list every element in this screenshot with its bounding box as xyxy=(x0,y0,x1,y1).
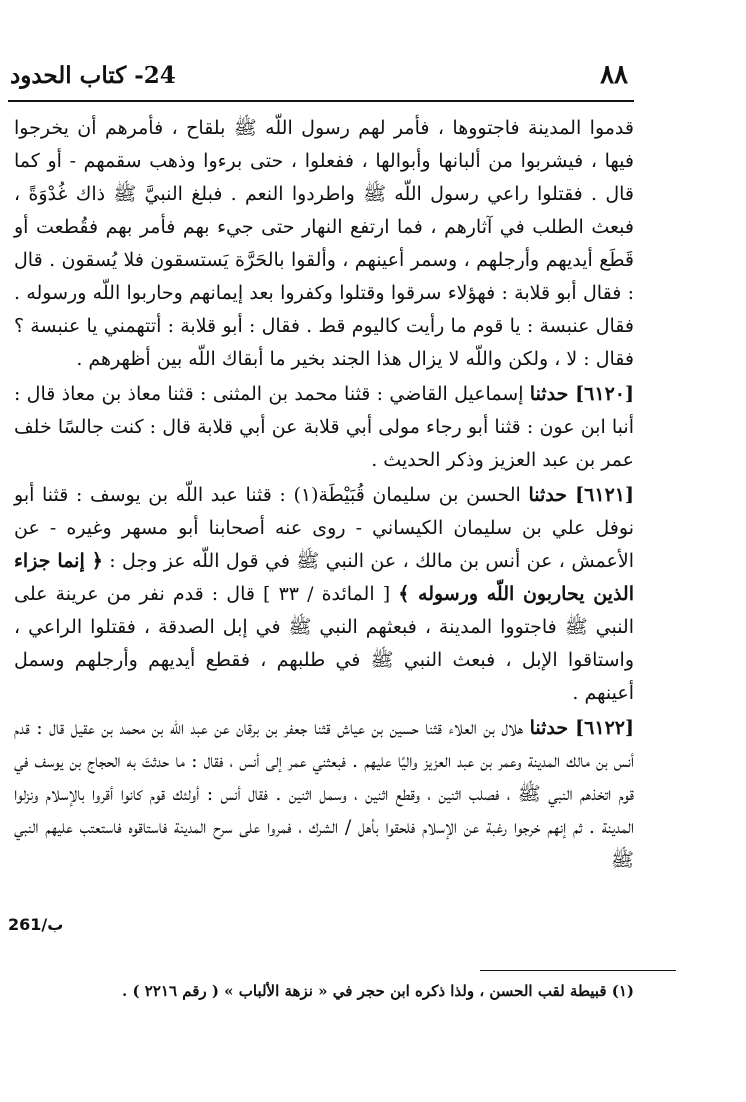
hadith-6120 xyxy=(14,378,634,477)
hadith-6122 xyxy=(14,712,634,877)
chapter-title: 24- كتاب الحدود xyxy=(10,61,176,89)
paragraph-text: إسماعيل القاضي : قثنا محمد بن المثنى : قثنا معاذ بن معاذ قال : أنبا ابن عون : قثنا أبو رجاء مولى أبي قلابة عن أبي قلابة قال : كنت جالسًا خلف عمر بن عبد العزيز وذكر الحديث . xyxy=(14,383,634,471)
manuscript-folio-note: 261/ب xyxy=(8,915,64,934)
hadith-label: [٦١٢٢] حدثنا xyxy=(529,717,634,739)
hadith-label: [٦١٢١] حدثنا xyxy=(528,484,634,506)
paragraph-text: هلال بن العلاء قثنا حسين بن عياش قثنا جعفر بن برقان عن عبد اللّه بن محمد بن عقيل قال : قدم أنس بن مالك المدينة وعمر بن عبد العزيز واليًا عليهم . فبعثني عمر إلى أنس ، فقال : ما حدثتَ به الحجاج بن يوسف في قوم اتخذهم النبي ﷺ ، فصلب اثنين ، وقطع اثنين ، وسمل اثنين . فقال أنس : أولئك قوم كانوا أقروا بالإسلام ونزلوا المدينة . ثم إنهم خرجوا رغبة عن الإسلام فلحقوا بأهل / الشرك ، فمروا على سرح المدينة فاستاقوه فاستعتب عليهم النبي ﷺ xyxy=(14,717,634,871)
footnote-divider xyxy=(480,970,676,971)
main-text xyxy=(14,112,634,877)
paragraph-text: الحسن بن سليمان قُبَيْطَة(١) : قثنا عبد اللّه بن يوسف : قثنا أبو نوفل علي بن سليمان الكيساني - روى عنه أصحابنا أبو مسهر وغيره - عن الأعمش ، عن أنس بن مالك ، عن النبي ﷺ في قول اللّه عز وجل : xyxy=(14,484,634,572)
header-divider xyxy=(8,100,634,102)
page-number: ٨٨ xyxy=(600,60,628,90)
hadith-6121 xyxy=(14,479,634,710)
paragraph-continuation xyxy=(14,112,634,376)
footnote: (١) قبيطة لقب الحسن ، ولذا ذكره ابن حجر في « نزهة الألباب » ( رقم ٢٢١٦ ) . xyxy=(122,982,634,1000)
page-header xyxy=(10,58,736,92)
paragraph-text: قدموا المدينة فاجتووها ، فأمر لهم رسول اللّه ﷺ بلقاح ، فأمرهم أن يخرجوا فيها ، فيشربوا من ألبانها وأبوالها ، ففعلوا ، حتى برءوا وذهب سقمهم - أو كما قال . فقتلوا راعي رسول اللّه ﷺ واطردوا النعم . فبلغ النبيَّ ﷺ ذاك غُدْوَةً ، فبعث الطلب في آثارهم ، فما ارتفع النهار حتى جيء بهم فأمر بهم فقُطعت أو قَطَع أيديهم وأرجلهم ، وسمر أعينهم ، وألقوا بالحَرَّة يَستسقون فلا يُسقون . قال : فقال أبو قلابة : فهؤلاء سرقوا وقتلوا وكفروا بعد إيمانهم وحاربوا اللّه ورسوله . فقال عنبسة : يا قوم ما رأيت كاليوم قط . فقال : أبو قلابة : أتتهمني يا عنبسة ؟ فقال : لا ، ولكن واللّه لا يزال هذا الجند بخير ما أبقاك اللّه بين أظهرهم . xyxy=(14,117,634,370)
hadith-label: [٦١٢٠] حدثنا xyxy=(529,383,634,405)
quran-quote: ﴿ إنما جزاء الذين يحاربون اللّه ورسوله ﴾ xyxy=(14,550,634,605)
paragraph-text-continued: [ المائدة / ٣٣ ] قال : قدم نفر من عرينة على النبي ﷺ فاجتووا المدينة ، فبعثهم النبي ﷺ في إبل الصدقة ، فقتلوا الراعي ، واستاقوا الإبل ، فبعث النبي ﷺ في طلبهم ، فقطع أيديهم وأرجلهم وسمل أعينهم . xyxy=(14,583,634,704)
